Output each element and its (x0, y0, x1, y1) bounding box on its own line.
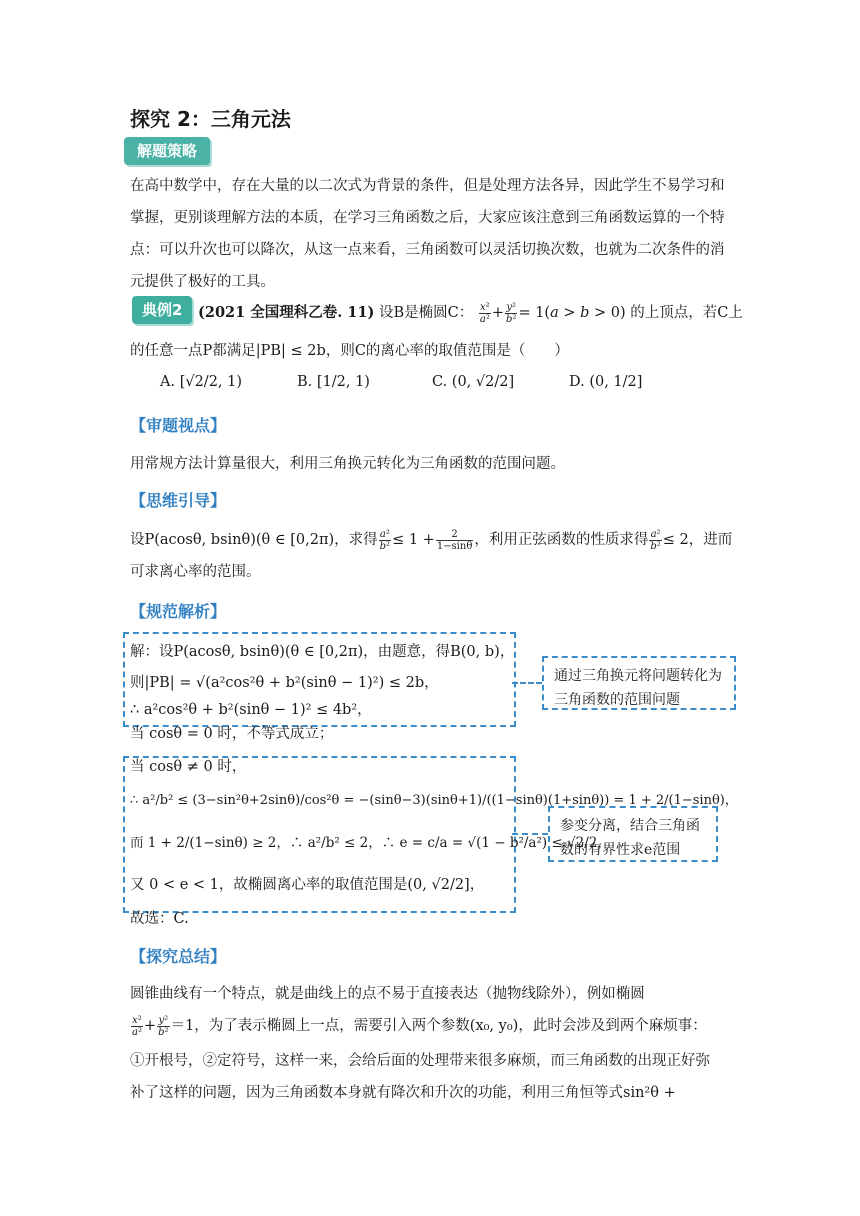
a2-over-b2-2: $\frac{\text{a²}}{\text{b²}}$ (650, 528, 661, 552)
summary-line-3: ①开根号，②定符号，这样一来，会给后面的处理带来很多麻烦，而三角函数的出现正好弥 (130, 1053, 710, 1069)
example-stem-a: 设B是椭圆C： (379, 305, 474, 321)
note-connector-2 (512, 833, 548, 835)
solution-line-3: ∴ a²cos²θ + b²(sinθ − 1)² ≤ 4b²， (130, 702, 372, 718)
a2-over-b2: $\frac{\text{a²}}{\text{b²}}$ (379, 528, 391, 552)
option-d: D. (0, 1/2] (569, 374, 643, 390)
guide-line2: 可求离心率的范围。 (130, 564, 261, 580)
note-box-1: 通过三角换元将问题转化为三角函数的范围问题 (542, 656, 736, 710)
note-connector-1 (512, 682, 542, 684)
solution-line-9: 故选：C. (130, 911, 189, 927)
solution-line-6: ∴ a²/b² ≤ (3−sin²θ+2sinθ)/cos²θ = −(sinθ−3)(sinθ+1)/((1−sinθ)(1+sinθ)) = 1 + 2/(1−sinθ)， (130, 793, 738, 808)
note-box-2: 参变分离，结合三角函数的有界性求e范围 (548, 806, 718, 862)
option-a: A. [√2/2, 1) (160, 374, 243, 390)
summary-s2: ＝1，为了表示椭圆上一点，需要引入两个参数(x₀, y₀)，此时会涉及到两个麻烦事： (170, 1018, 707, 1034)
page-title: 探究 2：三角元法 (130, 107, 291, 131)
solution-line-5: 当 cosθ ≠ 0 时， (130, 759, 247, 775)
strategy-badge: 解题策略 (124, 137, 210, 165)
section-view: 【审题视点】 (130, 416, 227, 435)
guide-c: ，利用正弦函数的性质求得 (474, 532, 649, 548)
view-text: 用常规方法计算量很大，利用三角换元转化为三角函数的范围问题。 (130, 456, 565, 472)
guide-d: ≤ 2，进而 (662, 532, 733, 548)
example-stem-b: 的上顶点，若C上 (630, 305, 743, 321)
summary-line-2: $\frac{\text{x²}}{\text{a²}}$ + $\frac{\text{y²}}{\text{b²}}$ ＝1，为了表示椭圆上一点，需要引入两个参数(x₀, y₀)，此时会涉及到两个麻烦事： (132, 1014, 707, 1038)
guide-b: ≤ 1 + (392, 532, 435, 548)
summary-y-term: $\frac{\text{y²}}{\text{b²}}$ (158, 1014, 169, 1038)
section-analysis: 【规范解析】 (130, 602, 227, 621)
guide-a: 设P(acosθ, bsinθ)(θ ∈ [0,2π)，求得 (130, 532, 378, 548)
ellipse-x-term: $\frac{\text{x²}}{\text{a²}}$ (479, 301, 490, 325)
solution-line-8: 又 0 < e < 1，故椭圆离心率的取值范围是(0, √2/2]， (130, 877, 485, 893)
ellipse-y-term: $\frac{\text{y²}}{\text{b²}}$ (506, 301, 517, 325)
example-stem-line1: (2021 全国理科乙卷. 11) 设B是椭圆C： $\frac{\text{x²}}{\text{a²}}$ + $\frac{\text{y²}}{\text{b²}}$ = 1(a > b > 0) 的上顶点，若C上 (198, 301, 743, 325)
section-summary: 【探究总结】 (130, 947, 227, 966)
solution-line-4: 当 cosθ = 0 时，不等式成立； (130, 726, 334, 742)
guide-line1 (130, 528, 732, 552)
summary-x-term: $\frac{\text{x²}}{\text{a²}}$ (132, 1014, 142, 1038)
intro-paragraph: 在高中数学中，存在大量的以二次式为背景的条件，但是处理方法各异，因此学生不易学习和掌握，更别谈理解方法的本质，在学习三角函数之后，大家应该注意到三角函数运算的一个特点：可以升次也可以降次，从这一点来看，三角函数可以灵活切换次数，也就为二次条件的消元提供了极好的工具。 (130, 178, 725, 290)
example-source: (2021 全国理科乙卷. 11) (198, 304, 375, 321)
option-c: C. (0, √2/2] (432, 374, 515, 390)
section-guide: 【思维引导】 (130, 491, 227, 510)
option-b: B. [1/2, 1) (297, 374, 370, 390)
summary-line-4: 补了这样的问题，因为三角函数本身就有降次和升次的功能，利用三角恒等式sin²θ + (130, 1085, 676, 1101)
summary-line-1: 圆锥曲线有一个特点，就是曲线上的点不易于直接表达（抛物线除外），例如椭圆 (130, 986, 645, 1002)
two-over-1-minus-sin: $\frac{2}{1-\sin\theta}$ (436, 528, 473, 552)
solution-line-1: 解：设P(acosθ, bsinθ)(θ ∈ [0,2π)，由题意，得B(0, b)， (130, 644, 515, 660)
solution-line-7: 而 1 + 2/(1−sinθ) ≥ 2，∴ a²/b² ≤ 2，∴ e = c/a = √(1 − b²/a²) ≤ √2/2， (130, 835, 611, 851)
solution-line-2: 则|PB| = √(a²cos²θ + b²(sinθ − 1)²) ≤ 2b， (130, 675, 439, 691)
example-badge: 典例2 (132, 296, 192, 324)
example-stem-c: 的任意一点P都满足|PB| ≤ 2b，则C的离心率的取值范围是（ ） (130, 343, 569, 359)
